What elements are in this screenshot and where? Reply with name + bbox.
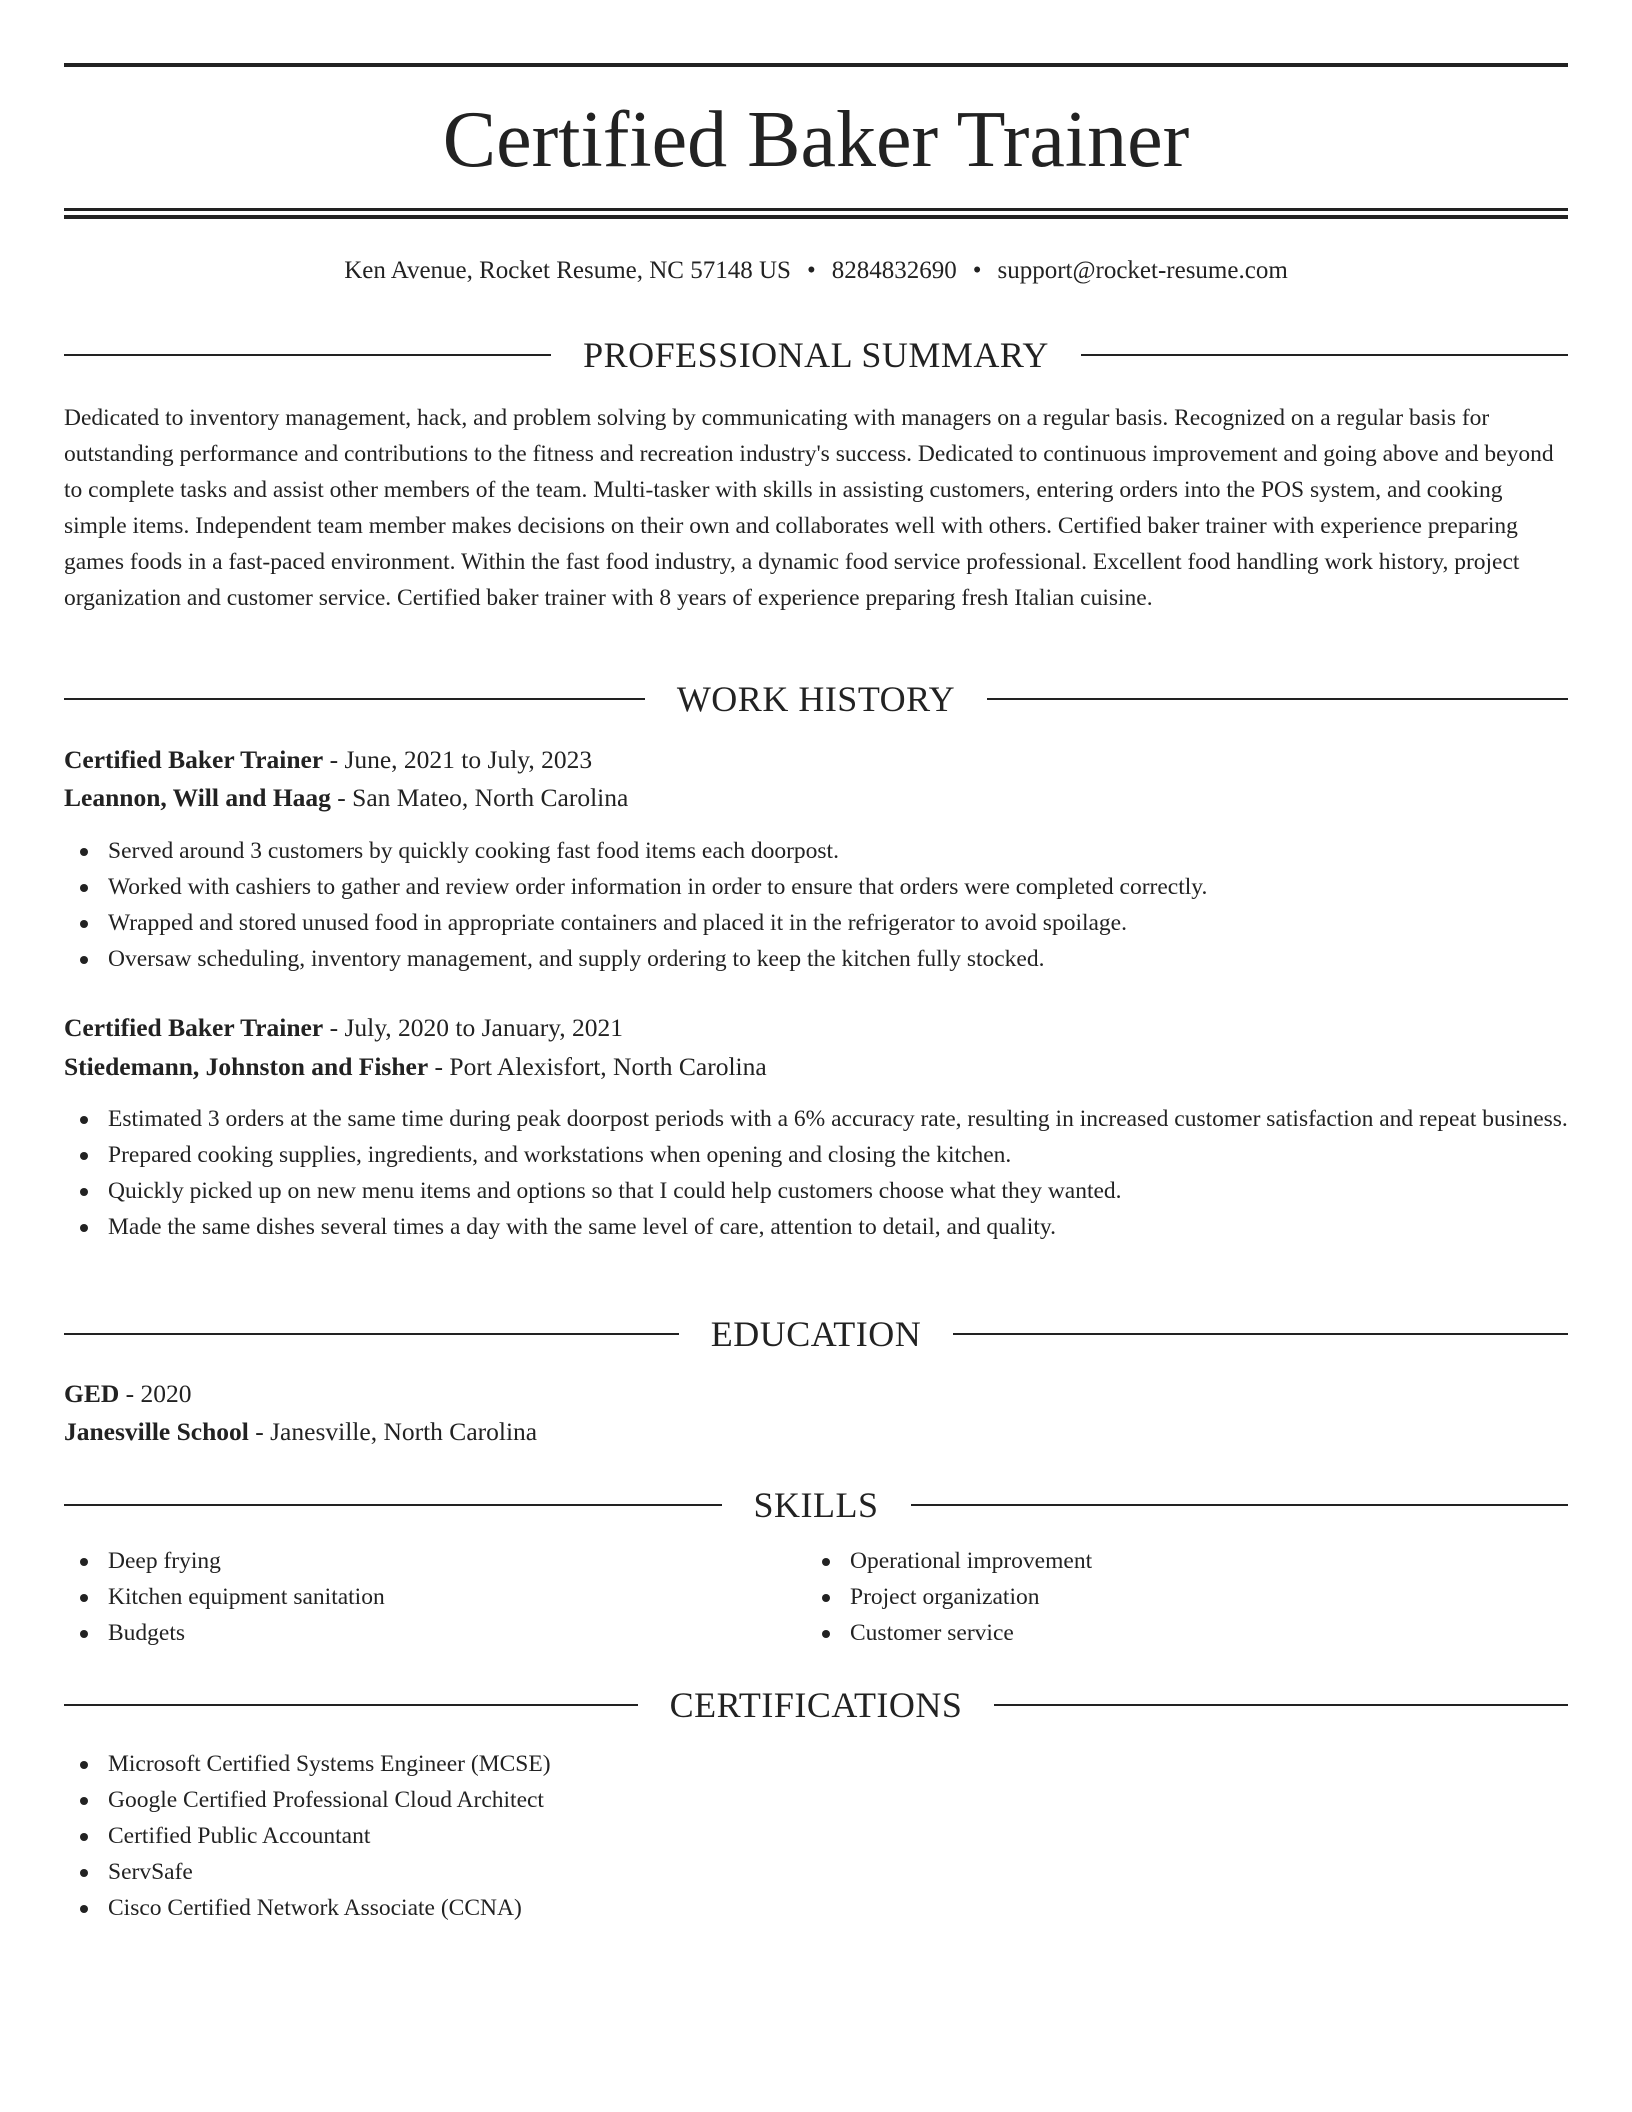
- job-company: Leannon, Will and Haag: [64, 783, 331, 812]
- education-school: Janesville School: [64, 1417, 249, 1446]
- heading-rule: [64, 1504, 722, 1506]
- job-location: - San Mateo, North Carolina: [330, 783, 629, 812]
- list-item: Microsoft Certified Systems Engineer (MCSE): [64, 1746, 1568, 1782]
- list-item: Made the same dishes several times a day with the same level of care, attention to detail, and quality.: [64, 1209, 1568, 1245]
- list-item: Project organization: [806, 1579, 1546, 1615]
- section-title: WORK HISTORY: [676, 679, 956, 719]
- education-year: - 2020: [119, 1379, 192, 1408]
- job-location: - Port Alexisfort, North Carolina: [428, 1052, 767, 1081]
- education-location: - Janesville, North Carolina: [248, 1417, 538, 1446]
- heading-rule: [911, 1504, 1569, 1506]
- list-item: Customer service: [806, 1615, 1546, 1651]
- job-title: Certified Baker Trainer: [64, 745, 324, 774]
- job-dates: - June, 2021 to July, 2023: [323, 745, 593, 774]
- heading-rule: [64, 1704, 638, 1706]
- contact-line: [64, 253, 1568, 289]
- list-item: Wrapped and stored unused food in appropriate containers and placed it in the refrigerator to avoid spoilage.: [64, 905, 1568, 941]
- job-duties-list: [64, 833, 1568, 977]
- list-item: Certified Public Accountant: [64, 1818, 1568, 1854]
- contact-address: Ken Avenue, Rocket Resume, NC 57148 US: [344, 257, 791, 284]
- job-duties-list: [64, 1101, 1568, 1245]
- header-double-rule-upper: [64, 208, 1568, 211]
- heading-rule: [64, 1333, 679, 1335]
- list-item: Deep frying: [64, 1543, 804, 1579]
- job-dates: - July, 2020 to January, 2021: [323, 1013, 624, 1042]
- job-title-line: [64, 742, 592, 778]
- section-title: CERTIFICATIONS: [669, 1685, 963, 1725]
- section-title: SKILLS: [753, 1485, 879, 1525]
- heading-rule: [64, 698, 645, 700]
- resume-title: Certified Baker Trainer: [442, 96, 1190, 184]
- list-item: Served around 3 customers by quickly cooking fast food items each doorpost.: [64, 833, 1568, 869]
- heading-rule: [1081, 354, 1568, 356]
- contact-email[interactable]: support@rocket-resume.com: [997, 257, 1288, 284]
- heading-rule: [994, 1704, 1568, 1706]
- section-heading-work-history: [64, 677, 1568, 721]
- section-heading-summary: [64, 333, 1568, 377]
- skills-list-left: [64, 1543, 804, 1651]
- section-title: PROFESSIONAL SUMMARY: [583, 335, 1049, 375]
- contact-separator: •: [972, 257, 982, 284]
- header-double-rule-lower: [64, 215, 1568, 219]
- list-item: Google Certified Professional Cloud Architect: [64, 1782, 1568, 1818]
- heading-rule: [64, 354, 551, 356]
- skills-list-right: [806, 1543, 1546, 1651]
- summary-text: Dedicated to inventory management, hack, and problem solving by communicating with managers on a regular basis. Recognized on a regular basis for outstanding performance and contributions to the fitness and recreation industry's success. Dedicated to continuous improvement and going above and beyond to complete tasks and assist other members of the team. Multi-tasker with skills in assisting customers, entering orders into the POS system, and cooking simple items. Independent team member makes decisions on their own and collaborates well with others. Certified baker trainer with experience preparing games foods in a fast-paced environment. Within the fast food industry, a dynamic food service professional. Excellent food handling work history, project organization and customer service. Certified baker trainer with 8 years of experience preparing fresh Italian cuisine.: [64, 405, 1554, 611]
- job-title-line: [64, 1010, 623, 1046]
- header-top-rule: [64, 63, 1568, 67]
- section-heading-skills: [64, 1483, 1568, 1527]
- list-item: Cisco Certified Network Associate (CCNA): [64, 1890, 1568, 1926]
- list-item: Oversaw scheduling, inventory management, and supply ordering to keep the kitchen fully stocked.: [64, 941, 1568, 977]
- education-degree-line: [64, 1376, 192, 1412]
- list-item: ServSafe: [64, 1854, 1568, 1890]
- list-item: Budgets: [64, 1615, 804, 1651]
- list-item: Prepared cooking supplies, ingredients, and workstations when opening and closing the kitchen.: [64, 1137, 1568, 1173]
- contact-phone: 8284832690: [831, 257, 957, 284]
- heading-rule: [987, 698, 1568, 700]
- section-title: EDUCATION: [710, 1314, 922, 1354]
- job-company-line: [64, 1049, 767, 1085]
- contact-separator: •: [806, 257, 816, 284]
- job-company: Stiedemann, Johnston and Fisher: [64, 1052, 429, 1081]
- heading-rule: [953, 1333, 1568, 1335]
- list-item: Quickly picked up on new menu items and options so that I could help customers choose what they wanted.: [64, 1173, 1568, 1209]
- job-title: Certified Baker Trainer: [64, 1013, 324, 1042]
- education-school-line: [64, 1414, 537, 1450]
- list-item: Kitchen equipment sanitation: [64, 1579, 804, 1615]
- education-degree: GED: [64, 1379, 120, 1408]
- list-item: Estimated 3 orders at the same time during peak doorpost periods with a 6% accuracy rate, resulting in increased customer satisfaction and repeat business.: [64, 1101, 1568, 1137]
- job-company-line: [64, 780, 628, 816]
- list-item: Operational improvement: [806, 1543, 1546, 1579]
- certifications-list: [64, 1746, 1568, 1926]
- section-heading-certifications: [64, 1683, 1568, 1727]
- list-item: Worked with cashiers to gather and review order information in order to ensure that orders were completed correctly.: [64, 869, 1568, 905]
- section-heading-education: [64, 1312, 1568, 1356]
